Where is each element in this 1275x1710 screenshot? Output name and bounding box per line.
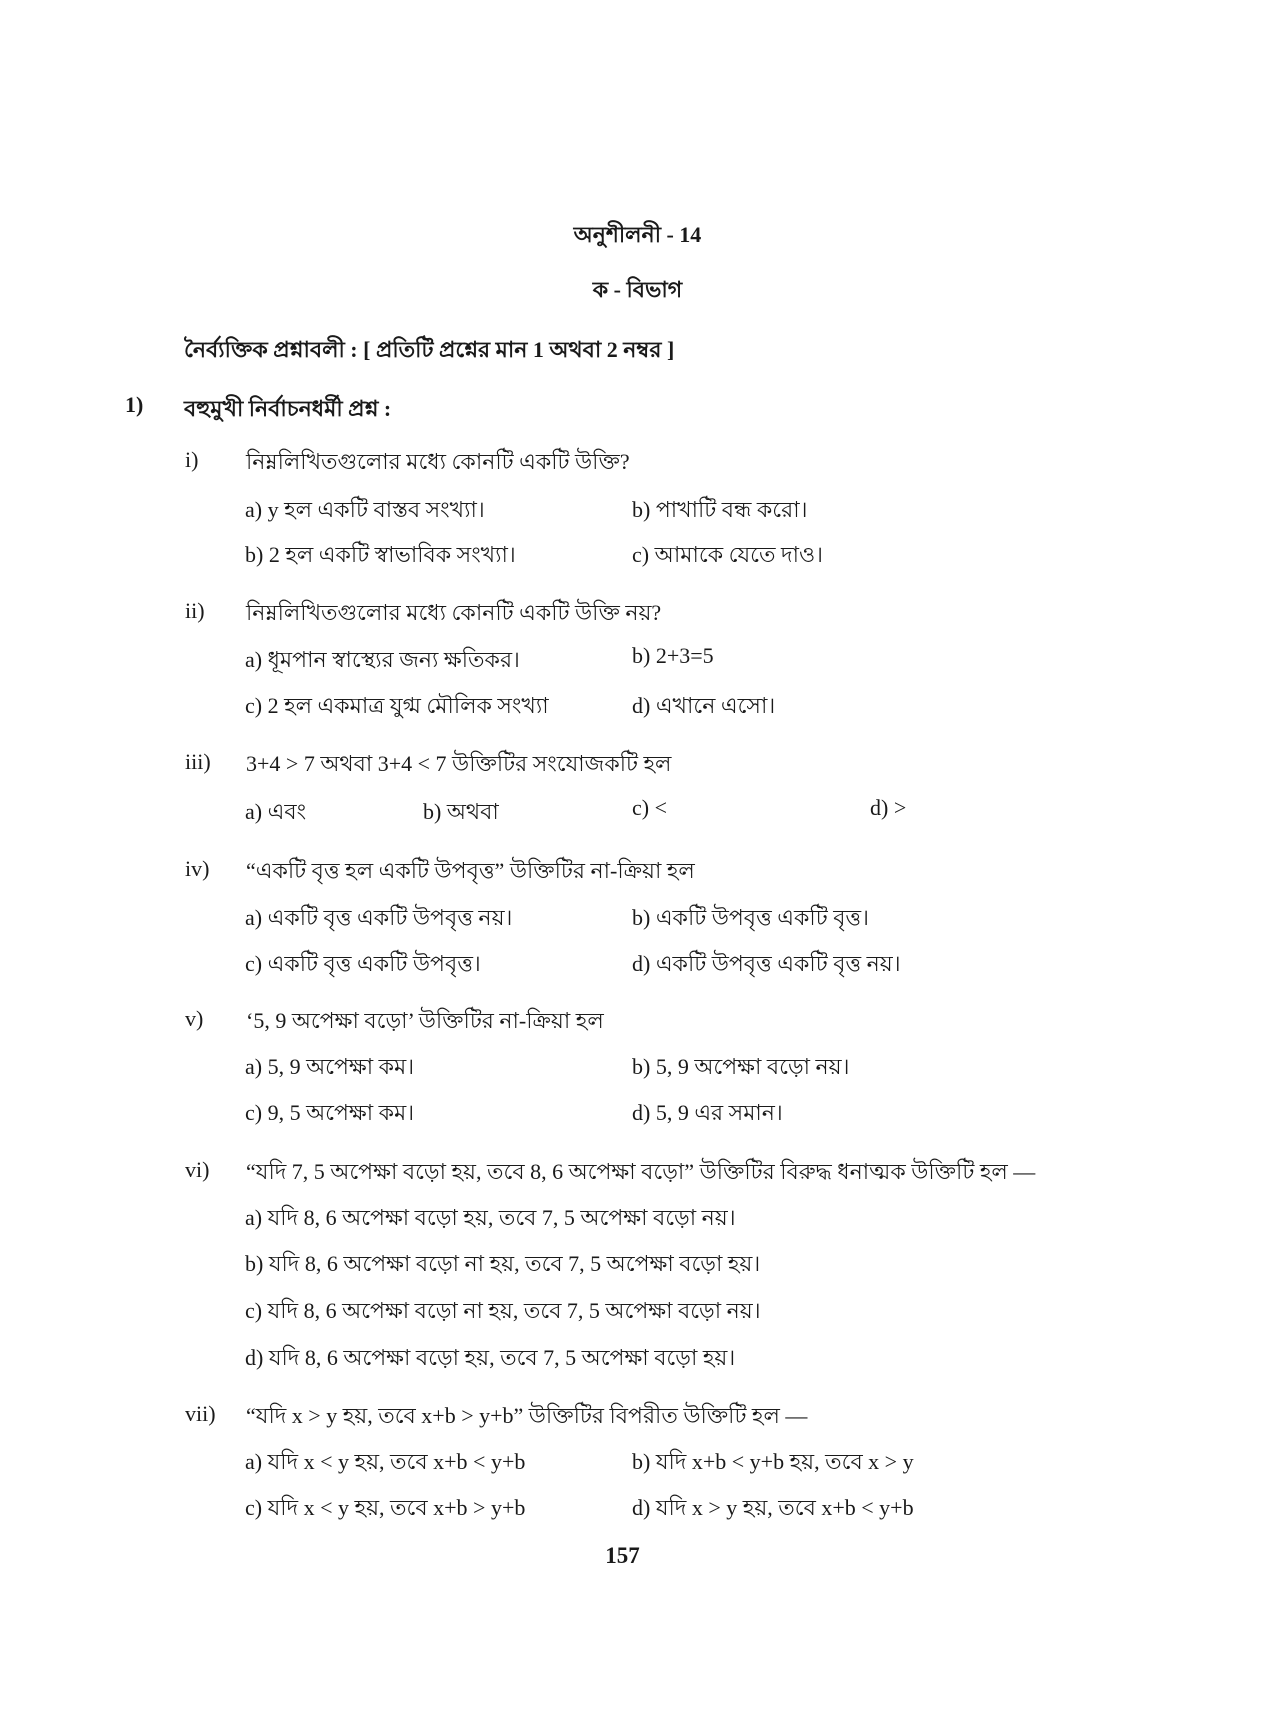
page-number: 157 <box>605 1543 640 1568</box>
subquestion-text: “যদি 7, 5 অপেক্ষা বড়ো হয়, তবে 8, 6 অপেক্ষা বড়ো” উক্তিটির বিরুদ্ধ ধনাত্মক উক্তিটি হল — <box>246 1159 1036 1184</box>
option: a) এবং <box>245 799 307 824</box>
option: b) 2 হল একটি স্বাভাবিক সংখ্যা। <box>245 542 516 567</box>
question-number: 1) <box>125 392 144 417</box>
question-title: বহুমুখী নির্বাচনধর্মী প্রশ্ন : <box>184 396 392 421</box>
option: b) যদি 8, 6 অপেক্ষা বড়ো না হয়, তবে 7, 5 অপেক্ষা বড়ো হয়। <box>245 1251 761 1276</box>
option: c) 2 হল একমাত্র যুগ্ম মৌলিক সংখ্যা <box>245 693 549 718</box>
option: d) 5, 9 এর সমান। <box>632 1100 783 1125</box>
option: a) একটি বৃত্ত একটি উপবৃত্ত নয়। <box>245 905 513 930</box>
option: c) 9, 5 অপেক্ষা কম। <box>245 1100 415 1125</box>
subquestion-text: “একটি বৃত্ত হল একটি উপবৃত্ত” উক্তিটির না-ক্রিয়া হল <box>246 858 695 883</box>
subquestion-text: “যদি x > y হয়, তবে x+b > y+b” উক্তিটির বিপরীত উক্তিটি হল — <box>246 1403 808 1428</box>
option: a) ধূমপান স্বাস্থ্যের জন্য ক্ষতিকর। <box>245 647 520 672</box>
subquestion-text: নিম্নলিখিতগুলোর মধ্যে কোনটি একটি উক্তি নয়? <box>246 600 662 625</box>
section-title: ক - বিভাগ <box>592 277 683 302</box>
option: d) > <box>870 795 907 820</box>
option: b) পাখাটি বন্ধ করো। <box>632 497 808 522</box>
option: b) 2+3=5 <box>632 643 714 668</box>
subquestion-text: নিম্নলিখিতগুলোর মধ্যে কোনটি একটি উক্তি? <box>246 449 630 474</box>
option: d) যদি x > y হয়, তবে x+b < y+b <box>632 1495 914 1520</box>
subquestion-number: iii) <box>185 749 211 774</box>
subquestion-text: ‘5, 9 অপেক্ষা বড়ো’ উক্তিটির না-ক্রিয়া হল <box>246 1008 604 1033</box>
instruction-heading: নৈর্ব্যক্তিক প্রশ্নাবলী : [ প্রতিটি প্রশ্নের মান 1 অথবা 2 নম্বর ] <box>184 337 675 362</box>
option: c) আমাকে যেতে দাও। <box>632 542 824 567</box>
subquestion-number: ii) <box>185 598 205 623</box>
option: c) যদি x < y হয়, তবে x+b > y+b <box>245 1495 526 1520</box>
option: d) যদি 8, 6 অপেক্ষা বড়ো হয়, তবে 7, 5 অপেক্ষা বড়ো হয়। <box>245 1345 736 1370</box>
option: a) যদি 8, 6 অপেক্ষা বড়ো হয়, তবে 7, 5 অপেক্ষা বড়ো নয়। <box>245 1205 736 1230</box>
option: a) 5, 9 অপেক্ষা কম। <box>245 1054 415 1079</box>
subquestion-number: i) <box>185 447 199 472</box>
exercise-title: অনুশীলনী - 14 <box>573 222 702 247</box>
option: c) একটি বৃত্ত একটি উপবৃত্ত। <box>245 951 481 976</box>
option: b) অথবা <box>423 799 499 824</box>
subquestion-number: v) <box>185 1006 204 1031</box>
subquestion-text: 3+4 > 7 অথবা 3+4 < 7 উক্তিটির সংযোজকটি হল <box>246 751 672 776</box>
option: d) একটি উপবৃত্ত একটি বৃত্ত নয়। <box>632 951 901 976</box>
subquestion-number: vi) <box>185 1157 210 1182</box>
option: a) যদি x < y হয়, তবে x+b < y+b <box>245 1449 526 1474</box>
subquestion-number: iv) <box>185 856 210 881</box>
option: b) যদি x+b < y+b হয়, তবে x > y <box>632 1449 914 1474</box>
option: d) এখানে এসো। <box>632 693 776 718</box>
option: c) < <box>632 795 667 820</box>
option: a) y হল একটি বাস্তব সংখ্যা। <box>245 497 485 522</box>
option: c) যদি 8, 6 অপেক্ষা বড়ো না হয়, তবে 7, 5 অপেক্ষা বড়ো নয়। <box>245 1298 761 1323</box>
option: b) 5, 9 অপেক্ষা বড়ো নয়। <box>632 1054 850 1079</box>
option: b) একটি উপবৃত্ত একটি বৃত্ত। <box>632 905 870 930</box>
subquestion-number: vii) <box>185 1401 216 1426</box>
